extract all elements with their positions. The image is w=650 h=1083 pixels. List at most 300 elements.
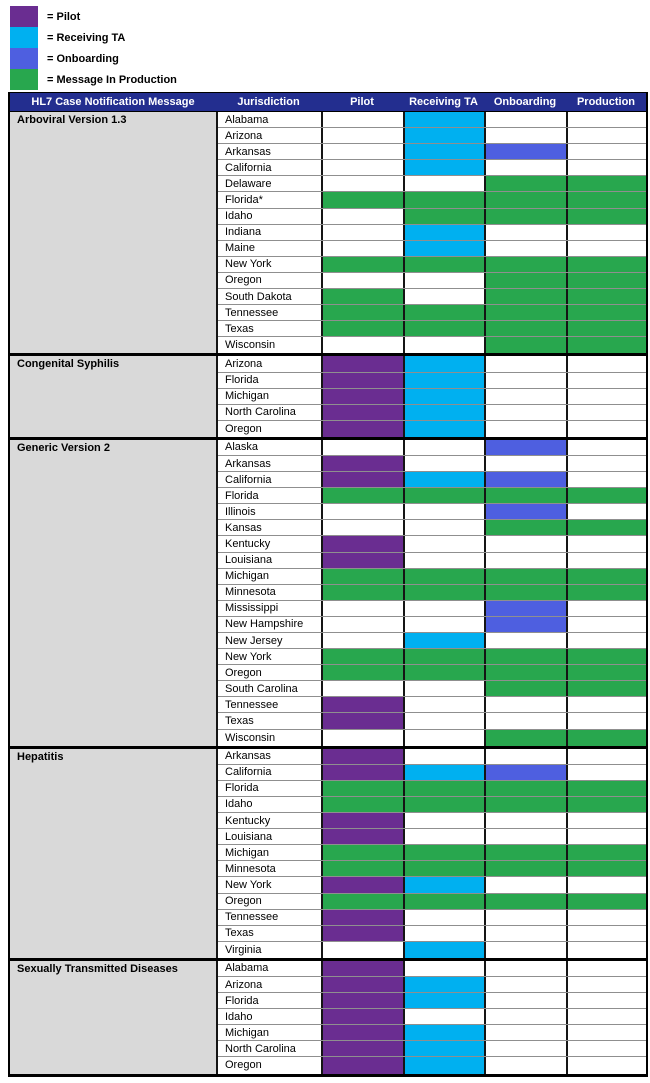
cell-production xyxy=(566,257,646,272)
legend-item xyxy=(10,27,177,48)
jurisdiction-cell: California xyxy=(218,160,321,175)
cell-onboarding xyxy=(484,1041,566,1056)
cell-production xyxy=(566,977,646,992)
table-row xyxy=(218,440,646,456)
table-row xyxy=(218,877,646,893)
cell-receiving-ta xyxy=(403,845,484,860)
cell-receiving-ta xyxy=(403,504,484,519)
cell-production xyxy=(566,192,646,207)
cell-receiving-ta xyxy=(403,356,484,371)
cell-receiving-ta xyxy=(403,488,484,503)
cell-pilot xyxy=(321,894,403,909)
jurisdiction-cell: Arkansas xyxy=(218,749,321,764)
cell-production xyxy=(566,601,646,616)
table-row xyxy=(218,1009,646,1025)
cell-production xyxy=(566,665,646,680)
cell-pilot xyxy=(321,456,403,471)
cell-onboarding xyxy=(484,356,566,371)
cell-production xyxy=(566,797,646,812)
cell-pilot xyxy=(321,749,403,764)
cell-pilot xyxy=(321,305,403,320)
table-row xyxy=(218,765,646,781)
table-row xyxy=(218,488,646,504)
jurisdiction-cell: Tennessee xyxy=(218,305,321,320)
cell-onboarding xyxy=(484,305,566,320)
table-row xyxy=(218,112,646,128)
cell-onboarding xyxy=(484,617,566,632)
cell-pilot xyxy=(321,389,403,404)
section-rows xyxy=(216,356,646,436)
cell-onboarding xyxy=(484,337,566,353)
cell-pilot xyxy=(321,176,403,191)
cell-production xyxy=(566,713,646,728)
cell-pilot xyxy=(321,585,403,600)
table-row xyxy=(218,829,646,845)
jurisdiction-cell: New Jersey xyxy=(218,633,321,648)
cell-onboarding xyxy=(484,1057,566,1073)
cell-receiving-ta xyxy=(403,730,484,746)
table-row xyxy=(218,601,646,617)
cell-pilot xyxy=(321,601,403,616)
message-section xyxy=(10,112,646,353)
cell-pilot xyxy=(321,633,403,648)
cell-receiving-ta xyxy=(403,273,484,288)
section-rows xyxy=(216,749,646,958)
jurisdiction-cell: New Hampshire xyxy=(218,617,321,632)
cell-receiving-ta xyxy=(403,144,484,159)
legend-item xyxy=(10,48,177,69)
cell-production xyxy=(566,273,646,288)
cell-onboarding xyxy=(484,504,566,519)
cell-onboarding xyxy=(484,373,566,388)
jurisdiction-cell: Oregon xyxy=(218,894,321,909)
cell-receiving-ta xyxy=(403,697,484,712)
cell-production xyxy=(566,1041,646,1056)
cell-onboarding xyxy=(484,209,566,224)
table-row xyxy=(218,977,646,993)
cell-production xyxy=(566,730,646,746)
cell-receiving-ta xyxy=(403,1057,484,1073)
jurisdiction-cell: Arizona xyxy=(218,128,321,143)
cell-onboarding xyxy=(484,781,566,796)
jurisdiction-cell: Texas xyxy=(218,321,321,336)
cell-production xyxy=(566,749,646,764)
table-row xyxy=(218,730,646,746)
cell-onboarding xyxy=(484,536,566,551)
cell-receiving-ta xyxy=(403,961,484,976)
jurisdiction-cell: Arkansas xyxy=(218,456,321,471)
cell-pilot xyxy=(321,273,403,288)
table-row xyxy=(218,1057,646,1073)
cell-receiving-ta xyxy=(403,649,484,664)
cell-onboarding xyxy=(484,520,566,535)
cell-pilot xyxy=(321,472,403,487)
legend-item-label: = Receiving TA xyxy=(47,31,126,44)
jurisdiction-cell: Alabama xyxy=(218,112,321,127)
message-section xyxy=(10,958,646,1074)
cell-pilot xyxy=(321,665,403,680)
jurisdiction-cell: Texas xyxy=(218,713,321,728)
cell-onboarding xyxy=(484,472,566,487)
table-row xyxy=(218,993,646,1009)
cell-receiving-ta xyxy=(403,289,484,304)
cell-receiving-ta xyxy=(403,112,484,127)
cell-production xyxy=(566,405,646,420)
jurisdiction-cell: New York xyxy=(218,257,321,272)
jurisdiction-cell: California xyxy=(218,765,321,780)
jurisdiction-cell: South Dakota xyxy=(218,289,321,304)
cell-receiving-ta xyxy=(403,942,484,958)
cell-receiving-ta xyxy=(403,1025,484,1040)
table-row xyxy=(218,356,646,372)
table-row xyxy=(218,797,646,813)
jurisdiction-cell: Kansas xyxy=(218,520,321,535)
jurisdiction-cell: Michigan xyxy=(218,389,321,404)
cell-onboarding xyxy=(484,961,566,976)
cell-pilot xyxy=(321,192,403,207)
table-row xyxy=(218,176,646,192)
jurisdiction-cell: Florida xyxy=(218,993,321,1008)
cell-production xyxy=(566,144,646,159)
cell-pilot xyxy=(321,781,403,796)
cell-onboarding xyxy=(484,730,566,746)
cell-pilot xyxy=(321,926,403,941)
cell-production xyxy=(566,961,646,976)
cell-onboarding xyxy=(484,144,566,159)
jurisdiction-cell: Idaho xyxy=(218,797,321,812)
table-row xyxy=(218,305,646,321)
cell-receiving-ta xyxy=(403,1009,484,1024)
cell-pilot xyxy=(321,961,403,976)
cell-production xyxy=(566,993,646,1008)
cell-pilot xyxy=(321,337,403,353)
legend-item-label: = Pilot xyxy=(47,10,81,23)
section-rows xyxy=(216,112,646,353)
cell-pilot xyxy=(321,877,403,892)
table-body xyxy=(10,112,646,1074)
cell-pilot xyxy=(321,405,403,420)
cell-production xyxy=(566,488,646,503)
cell-production xyxy=(566,520,646,535)
table-row xyxy=(218,649,646,665)
cell-pilot xyxy=(321,356,403,371)
cell-production xyxy=(566,649,646,664)
cell-pilot xyxy=(321,128,403,143)
table-row xyxy=(218,257,646,273)
cell-receiving-ta xyxy=(403,1041,484,1056)
cell-onboarding xyxy=(484,225,566,240)
table-row xyxy=(218,289,646,305)
cell-pilot xyxy=(321,112,403,127)
jurisdiction-cell: Arkansas xyxy=(218,144,321,159)
table-row xyxy=(218,910,646,926)
cell-production xyxy=(566,421,646,437)
jurisdiction-cell: Louisiana xyxy=(218,553,321,568)
cell-receiving-ta xyxy=(403,456,484,471)
table-row xyxy=(218,713,646,729)
table-row xyxy=(218,665,646,681)
cell-pilot xyxy=(321,225,403,240)
cell-receiving-ta xyxy=(403,910,484,925)
cell-onboarding xyxy=(484,1009,566,1024)
cell-pilot xyxy=(321,536,403,551)
cell-receiving-ta xyxy=(403,536,484,551)
cell-pilot xyxy=(321,488,403,503)
cell-production xyxy=(566,926,646,941)
cell-receiving-ta xyxy=(403,713,484,728)
cell-onboarding xyxy=(484,797,566,812)
legend-color-swatch xyxy=(10,48,38,69)
jurisdiction-cell: Minnesota xyxy=(218,585,321,600)
table-row xyxy=(218,585,646,601)
cell-onboarding xyxy=(484,128,566,143)
jurisdiction-cell: North Carolina xyxy=(218,405,321,420)
cell-production xyxy=(566,176,646,191)
section-label: Generic Version 2 xyxy=(10,440,216,746)
legend-color-swatch xyxy=(10,69,38,90)
cell-onboarding xyxy=(484,926,566,941)
cell-pilot xyxy=(321,977,403,992)
cell-production xyxy=(566,585,646,600)
message-section xyxy=(10,746,646,958)
cell-onboarding xyxy=(484,257,566,272)
cell-pilot xyxy=(321,942,403,958)
cell-onboarding xyxy=(484,569,566,584)
legend xyxy=(10,6,177,90)
table-row xyxy=(218,553,646,569)
cell-onboarding xyxy=(484,553,566,568)
cell-pilot xyxy=(321,321,403,336)
cell-pilot xyxy=(321,440,403,455)
cell-onboarding xyxy=(484,813,566,828)
jurisdiction-cell: Illinois xyxy=(218,504,321,519)
cell-receiving-ta xyxy=(403,209,484,224)
jurisdiction-cell: Delaware xyxy=(218,176,321,191)
table-row xyxy=(218,209,646,225)
cell-pilot xyxy=(321,813,403,828)
cell-onboarding xyxy=(484,713,566,728)
table-row xyxy=(218,813,646,829)
table-row xyxy=(218,961,646,977)
cell-pilot xyxy=(321,993,403,1008)
table-row xyxy=(218,926,646,942)
jurisdiction-cell: Indiana xyxy=(218,225,321,240)
cell-receiving-ta xyxy=(403,765,484,780)
legend-color-swatch xyxy=(10,6,38,27)
legend-item xyxy=(10,6,177,27)
cell-pilot xyxy=(321,697,403,712)
cell-onboarding xyxy=(484,765,566,780)
cell-receiving-ta xyxy=(403,337,484,353)
table-row xyxy=(218,1041,646,1057)
cell-pilot xyxy=(321,504,403,519)
jurisdiction-cell: Oregon xyxy=(218,665,321,680)
table-header-row xyxy=(10,93,646,112)
cell-receiving-ta xyxy=(403,829,484,844)
cell-receiving-ta xyxy=(403,749,484,764)
cell-pilot xyxy=(321,553,403,568)
cell-receiving-ta xyxy=(403,373,484,388)
cell-pilot xyxy=(321,257,403,272)
cell-production xyxy=(566,289,646,304)
jurisdiction-cell: New York xyxy=(218,649,321,664)
cell-receiving-ta xyxy=(403,257,484,272)
cell-production xyxy=(566,305,646,320)
cell-pilot xyxy=(321,765,403,780)
cell-onboarding xyxy=(484,877,566,892)
cell-production xyxy=(566,1025,646,1040)
header-production: Production xyxy=(576,96,636,108)
cell-receiving-ta xyxy=(403,797,484,812)
cell-production xyxy=(566,617,646,632)
cell-production xyxy=(566,128,646,143)
table-row xyxy=(218,569,646,585)
cell-production xyxy=(566,337,646,353)
cell-onboarding xyxy=(484,845,566,860)
jurisdiction-cell: Oregon xyxy=(218,1057,321,1073)
jurisdiction-cell: Kentucky xyxy=(218,813,321,828)
table-row xyxy=(218,520,646,536)
cell-receiving-ta xyxy=(403,781,484,796)
cell-receiving-ta xyxy=(403,192,484,207)
cell-production xyxy=(566,877,646,892)
cell-pilot xyxy=(321,730,403,746)
table-row xyxy=(218,421,646,437)
cell-production xyxy=(566,112,646,127)
cell-onboarding xyxy=(484,697,566,712)
jurisdiction-cell: Wisconsin xyxy=(218,337,321,353)
cell-pilot xyxy=(321,569,403,584)
cell-onboarding xyxy=(484,910,566,925)
cell-pilot xyxy=(321,910,403,925)
message-section xyxy=(10,353,646,436)
cell-production xyxy=(566,1009,646,1024)
cell-onboarding xyxy=(484,112,566,127)
table-row xyxy=(218,337,646,353)
cell-onboarding xyxy=(484,894,566,909)
jurisdiction-cell: North Carolina xyxy=(218,1041,321,1056)
cell-onboarding xyxy=(484,665,566,680)
cell-onboarding xyxy=(484,585,566,600)
cell-receiving-ta xyxy=(403,241,484,256)
section-label: Sexually Transmitted Diseases xyxy=(10,961,216,1074)
cell-receiving-ta xyxy=(403,421,484,437)
cell-receiving-ta xyxy=(403,553,484,568)
table-row xyxy=(218,472,646,488)
cell-pilot xyxy=(321,421,403,437)
header-pilot: Pilot xyxy=(350,96,374,108)
section-rows xyxy=(216,440,646,746)
table-row xyxy=(218,273,646,289)
cell-production xyxy=(566,472,646,487)
cell-pilot xyxy=(321,713,403,728)
cell-receiving-ta xyxy=(403,633,484,648)
cell-onboarding xyxy=(484,633,566,648)
cell-production xyxy=(566,553,646,568)
table-row xyxy=(218,1025,646,1041)
table-row xyxy=(218,681,646,697)
cell-receiving-ta xyxy=(403,305,484,320)
cell-receiving-ta xyxy=(403,665,484,680)
cell-onboarding xyxy=(484,601,566,616)
cell-onboarding xyxy=(484,649,566,664)
table-row xyxy=(218,861,646,877)
cell-receiving-ta xyxy=(403,813,484,828)
section-rows xyxy=(216,961,646,1074)
cell-receiving-ta xyxy=(403,681,484,696)
cell-production xyxy=(566,813,646,828)
table-row xyxy=(218,633,646,649)
legend-item xyxy=(10,69,177,90)
jurisdiction-cell: Michigan xyxy=(218,845,321,860)
jurisdiction-cell: Florida xyxy=(218,373,321,388)
cell-production xyxy=(566,910,646,925)
jurisdiction-cell: Oregon xyxy=(218,273,321,288)
jurisdiction-cell: Idaho xyxy=(218,209,321,224)
cell-pilot xyxy=(321,1057,403,1073)
cell-onboarding xyxy=(484,405,566,420)
cell-receiving-ta xyxy=(403,569,484,584)
cell-pilot xyxy=(321,1009,403,1024)
jurisdiction-cell: Minnesota xyxy=(218,861,321,876)
cell-pilot xyxy=(321,797,403,812)
cell-pilot xyxy=(321,617,403,632)
cell-receiving-ta xyxy=(403,389,484,404)
jurisdiction-cell: South Carolina xyxy=(218,681,321,696)
cell-production xyxy=(566,225,646,240)
cell-onboarding xyxy=(484,456,566,471)
cell-pilot xyxy=(321,649,403,664)
cell-receiving-ta xyxy=(403,861,484,876)
jurisdiction-cell: Tennessee xyxy=(218,910,321,925)
jurisdiction-cell: Florida xyxy=(218,781,321,796)
cell-pilot xyxy=(321,209,403,224)
cell-onboarding xyxy=(484,160,566,175)
jurisdiction-cell: Kentucky xyxy=(218,536,321,551)
cell-production xyxy=(566,440,646,455)
cell-onboarding xyxy=(484,681,566,696)
section-label: Arboviral Version 1.3 xyxy=(10,112,216,353)
cell-onboarding xyxy=(484,192,566,207)
cell-receiving-ta xyxy=(403,520,484,535)
jurisdiction-cell: Virginia xyxy=(218,942,321,958)
cell-onboarding xyxy=(484,440,566,455)
jurisdiction-cell: California xyxy=(218,472,321,487)
jurisdiction-cell: Florida* xyxy=(218,192,321,207)
cell-receiving-ta xyxy=(403,440,484,455)
cell-onboarding xyxy=(484,942,566,958)
cell-receiving-ta xyxy=(403,601,484,616)
cell-production xyxy=(566,697,646,712)
message-section xyxy=(10,437,646,746)
cell-production xyxy=(566,894,646,909)
table-row xyxy=(218,160,646,176)
cell-onboarding xyxy=(484,1025,566,1040)
jurisdiction-cell: Wisconsin xyxy=(218,730,321,746)
legend-item-label: = Onboarding xyxy=(47,52,119,65)
cell-pilot xyxy=(321,829,403,844)
table-row xyxy=(218,389,646,405)
cell-production xyxy=(566,569,646,584)
cell-receiving-ta xyxy=(403,617,484,632)
cell-receiving-ta xyxy=(403,894,484,909)
header-receiving-ta: Receiving TA xyxy=(409,96,478,108)
cell-receiving-ta xyxy=(403,977,484,992)
jurisdiction-cell: Michigan xyxy=(218,569,321,584)
cell-production xyxy=(566,681,646,696)
header-message-type: HL7 Case Notification Message xyxy=(31,96,195,108)
cell-production xyxy=(566,160,646,175)
